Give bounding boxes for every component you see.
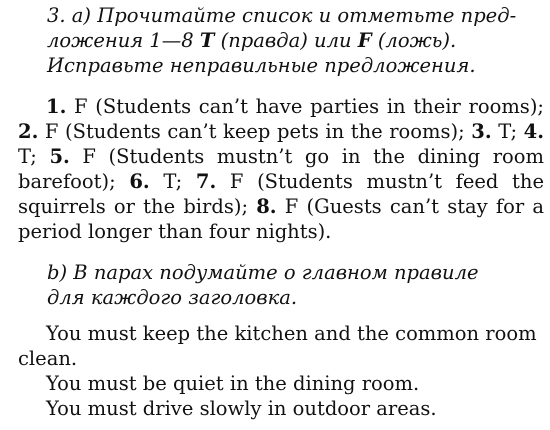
task-b-line-2: для каждого заголовка. xyxy=(47,286,298,309)
answer-number: 3. xyxy=(471,120,492,143)
task-a-instruction xyxy=(47,3,543,78)
answer-number: 6. xyxy=(129,170,150,193)
label-false: F xyxy=(357,29,372,52)
answer-text: F (Guests can’t stay for a period longer than four nights). xyxy=(18,195,544,243)
answer-number: 5. xyxy=(49,145,70,168)
answer-text: F (Students can’t keep pets in the rooms); xyxy=(38,120,465,143)
answer-text: T; xyxy=(149,170,183,193)
task-b-line-1: b) В парах подумайте о главном правиле xyxy=(47,261,479,284)
task-a-line-1: 3. a) Прочитайте список и отметьте пред- xyxy=(47,4,517,27)
task-a-line-2: ложения 1—8 T (правда) или F (ложь). xyxy=(47,29,457,52)
answer-text: F (Students can’t have parties in their rooms); xyxy=(66,95,544,118)
answer-2 xyxy=(18,120,465,143)
answer-number: 4. xyxy=(523,120,544,143)
rules-list xyxy=(18,321,544,421)
answer-number: 2. xyxy=(18,120,39,143)
answer-text: T; xyxy=(18,145,37,168)
answer-1 xyxy=(18,95,544,118)
task-b-instruction xyxy=(47,260,543,310)
answer-3 xyxy=(471,120,517,143)
task-a-line-3: Исправьте неправильные предложения. xyxy=(47,54,476,77)
rule-1: You must keep the kitchen and the common room clean. xyxy=(18,322,537,370)
answer-key xyxy=(18,94,544,244)
answer-text: F (Students mustn’t feed the squirrels or the birds); xyxy=(18,170,544,218)
rule-2: You must be quiet in the dining room. xyxy=(46,372,420,395)
rule-3: You must drive slowly in outdoor areas. xyxy=(46,397,437,420)
label-true: T xyxy=(199,29,215,52)
answer-text: T; xyxy=(491,120,518,143)
answer-number: 8. xyxy=(256,195,277,218)
answer-number: 7. xyxy=(195,170,217,193)
answer-6 xyxy=(129,170,182,193)
answer-text: F (Students mustn’t go in the dining room barefoot); xyxy=(18,145,544,193)
answer-number: 1. xyxy=(46,95,67,118)
